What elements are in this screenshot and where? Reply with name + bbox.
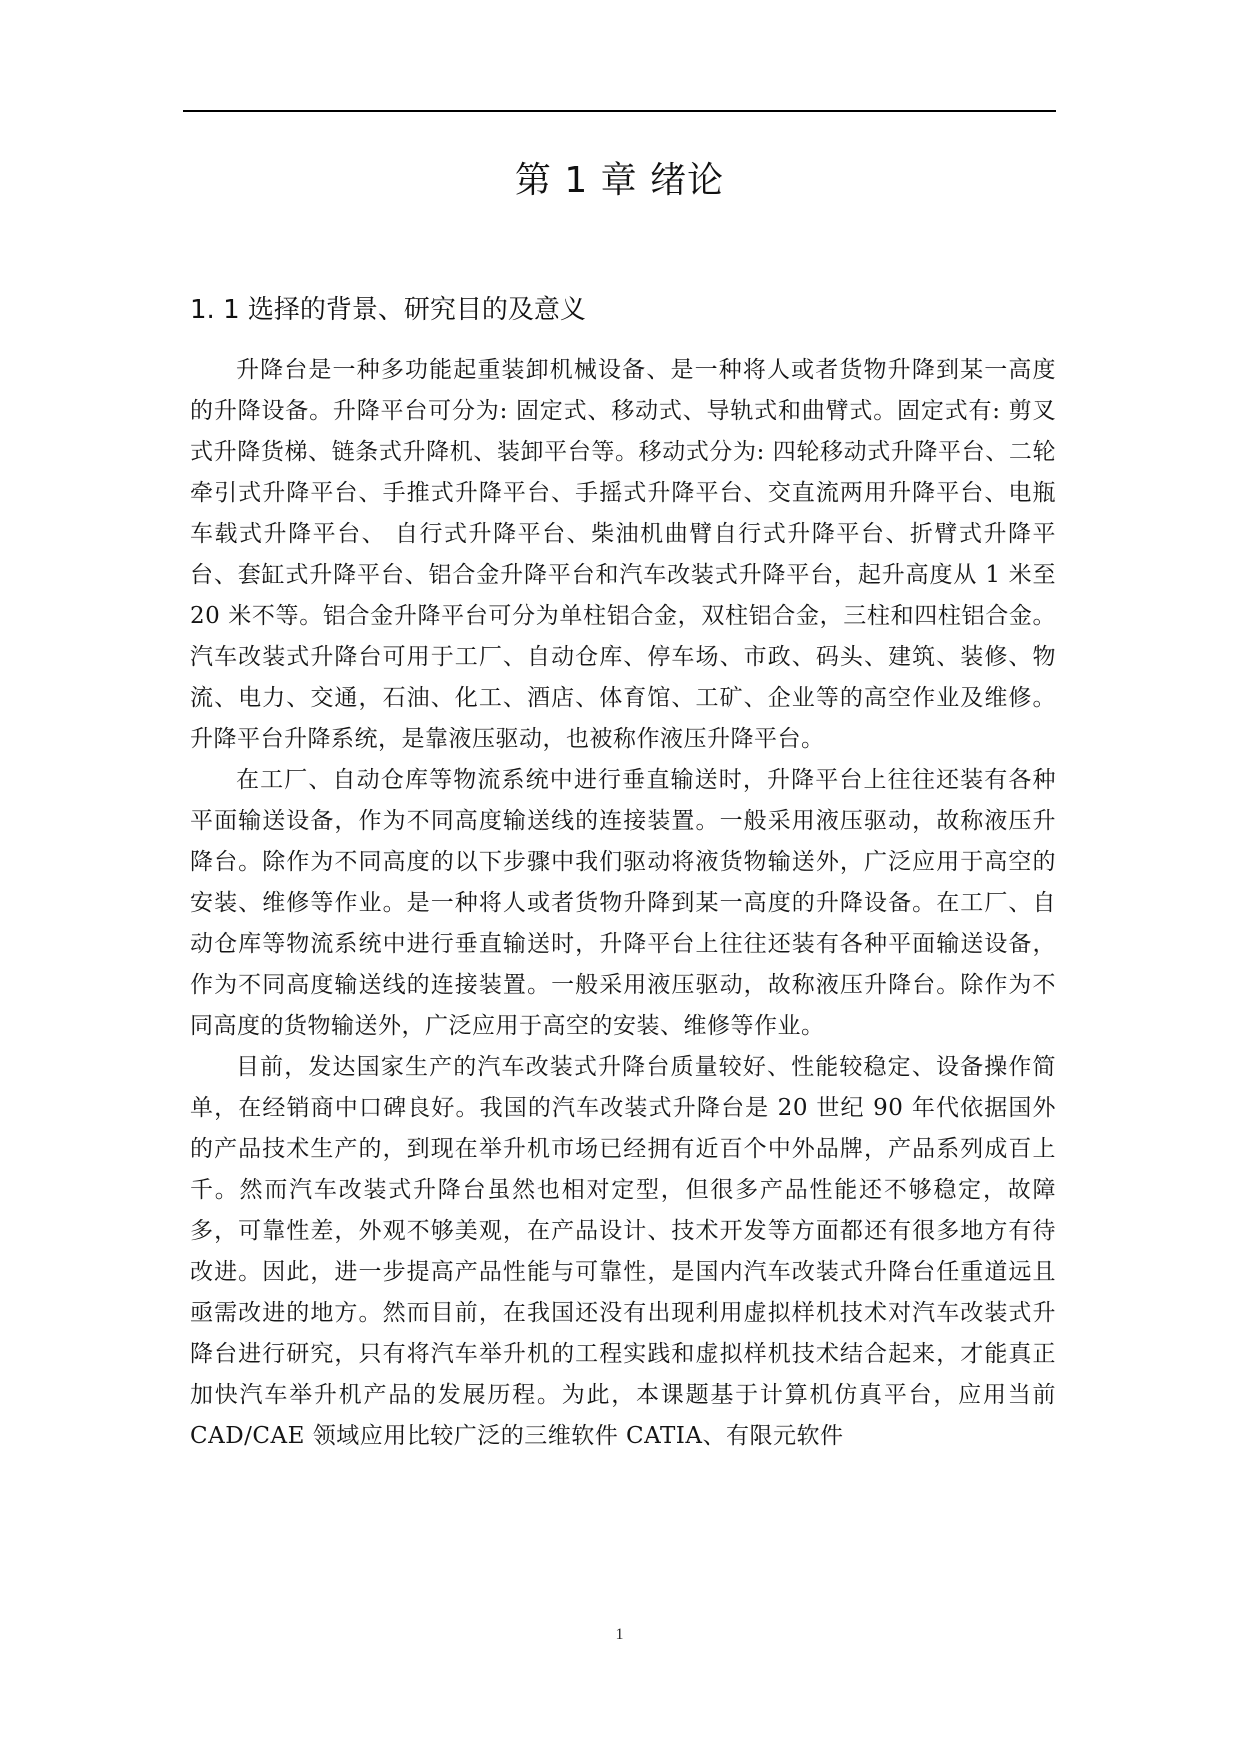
paragraph-2: 在工厂、自动仓库等物流系统中进行垂直输送时，升降平台上往往还装有各种平面输送设备，作为不同高度输送线的连接装置。一般采用液压驱动，故称液压升降台。除作为不同高度的以下步骤中我们驱动将液货物输送外，广泛应用于高空的安装、维修等作业。是一种将人或者货物升降到某一高度的升降设备。在工厂、自动仓库等物流系统中进行垂直输送时，升降平台上往往还装有各种平面输送设备，作为不同高度输送线的连接装置。一般采用液压驱动，故称液压升降台。除作为不同高度的货物输送外，广泛应用于高空的安装、维修等作业。 (190, 767, 1056, 1039)
page-number: 1 (615, 1626, 624, 1643)
paragraph-1: 升降台是一种多功能起重装卸机械设备、是一种将人或者货物升降到某一高度的升降设备。升降平台可分为: 固定式、移动式、导轨式和曲臂式。固定式有: 剪叉式升降货梯、链条式升降机、装卸平台等。移动式分为: 四轮移动式升降平台、二轮牵引式升降平台、手推式升降平台、手摇式升降平台、交直流两用升降平台、电瓶车载式升降平台、 自行式升降平台、柴油机曲臂自行式升降平台、折臂式升降平台、套缸式升降平台、铝合金升降平台和汽车改装式升降平台，起升高度从 1 米至 20 米不等。铝合金升降平台可分为单柱铝合金，双柱铝合金，三柱和四柱铝合金。汽车改装式升降台可用于工厂、自动仓库、停车场、市政、码头、建筑、装修、物流、电力、交通，石油、化工、酒店、体育馆、工矿、企业等的高空作业及维修。升降平台升降系统，是靠液压驱动，也被称作液压升降平台。 (190, 357, 1056, 752)
section-heading: 1. 1 选择的背景、研究目的及意义 (190, 295, 586, 325)
header-rule (183, 110, 1056, 112)
body-text (190, 350, 1056, 1457)
chapter-title: 第 1 章 绪论 (514, 160, 725, 201)
paragraph-3: 目前，发达国家生产的汽车改装式升降台质量较好、性能较稳定、设备操作简单，在经销商中口碑良好。我国的汽车改装式升降台是 20 世纪 90 年代依据国外的产品技术生产的，到现在举升机市场已经拥有近百个中外品牌，产品系列成百上千。然而汽车改装式升降台虽然也相对定型，但很多产品性能还不够稳定，故障多，可靠性差，外观不够美观，在产品设计、技术开发等方面都还有很多地方有待改进。因此，进一步提高产品性能与可靠性，是国内汽车改装式升降台任重道远且亟需改进的地方。然而目前，在我国还没有出现利用虚拟样机技术对汽车改装式升降台进行研究，只有将汽车举升机的工程实践和虚拟样机技术结合起来，才能真正加快汽车举升机产品的发展历程。为此，本课题基于计算机仿真平台，应用当前 CAD/CAE 领域应用比较广泛的三维软件 CATIA、有限元软件 (190, 1054, 1056, 1449)
